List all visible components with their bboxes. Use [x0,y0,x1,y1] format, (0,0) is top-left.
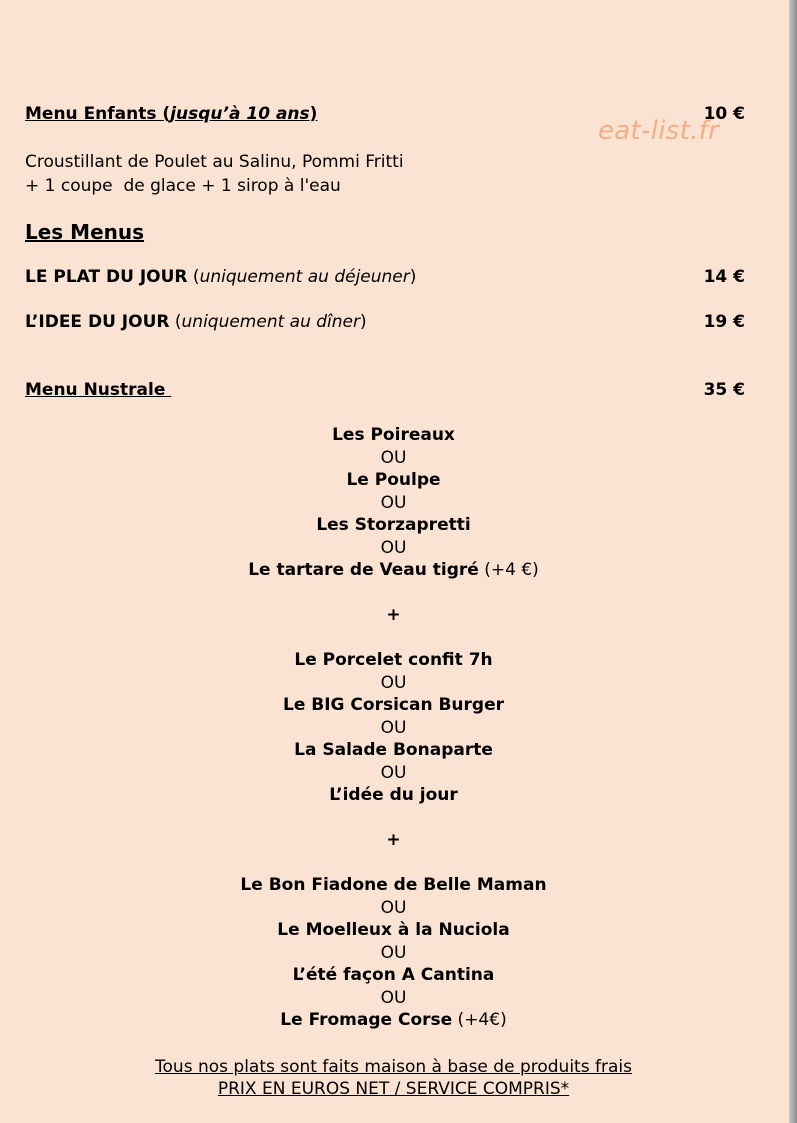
nustrale-title: Menu Nustrale [25,380,172,400]
or-separator: OU [380,987,407,1008]
dessert-supplement: (+4€) [452,1010,507,1030]
dessert-item-supplement [0,1009,787,1032]
main-item: L’idée du jour [329,785,458,805]
nustrale-row [25,380,745,400]
or-separator: OU [380,762,407,783]
footer-line-1: Tous nos plats sont faits maison à base de produits frais [155,1057,632,1077]
idee-du-jour-row [25,312,745,332]
or-separator: OU [380,942,407,963]
plat-du-jour-price: 14 € [703,267,745,287]
idee-du-jour-close: ) [360,312,367,332]
plat-du-jour-label [25,267,416,287]
dessert-item: Le Bon Fiadone de Belle Maman [240,875,547,895]
starter-item-supplement [0,559,787,582]
starter-supplement: (+4 €) [478,560,539,580]
footer-line-2: PRIX EN EUROS NET / SERVICE COMPRIS* [217,1079,570,1099]
kids-menu-line-1: Croustillant de Poulet au Salinu, Pommi Fritti [25,152,404,172]
page-edge-shadow [789,0,797,1123]
or-separator: OU [380,447,407,468]
nustrale-price: 35 € [703,380,745,400]
main-item: La Salade Bonaparte [294,740,493,760]
menus-heading: Les Menus [25,220,145,244]
plat-du-jour-row [25,267,745,287]
kids-menu-price: 10 € [703,104,745,124]
starter-item: Le tartare de Veau tigré [248,560,479,580]
main-item: Le BIG Corsican Burger [282,695,505,715]
plus-separator: + [386,604,401,625]
or-separator: OU [380,672,407,693]
or-separator: OU [380,537,407,558]
idee-du-jour-price: 19 € [703,312,745,332]
kids-menu-title [25,104,317,124]
plat-du-jour-close: ) [409,267,417,287]
plat-du-jour-name: LE PLAT DU JOUR [25,267,188,287]
idee-du-jour-label [25,312,367,332]
main-item: Le Porcelet confit 7h [294,650,493,670]
footer-notes [0,1056,787,1100]
or-separator: OU [380,897,407,918]
idee-du-jour-note: uniquement au dîner [181,312,361,332]
kids-menu-description [25,150,404,198]
kids-menu-title-close: ) [309,104,318,124]
or-separator: OU [380,717,407,738]
dessert-item: Le Moelleux à la Nuciola [277,920,510,940]
kids-menu-line-2: + 1 coupe de glace + 1 sirop à l'eau [25,176,341,196]
starter-item: Les Poireaux [332,425,455,445]
starter-item: Le Poulpe [346,470,441,490]
kids-menu-age-note: jusqu’à 10 ans [170,104,310,124]
or-separator: OU [380,492,407,513]
dessert-item: L’été façon A Cantina [292,965,495,985]
watermark-logo: eat-list.fr [598,116,720,146]
idee-du-jour-name: L’IDEE DU JOUR [25,312,170,332]
kids-menu-title-text: Menu Enfants ( [25,104,171,124]
plat-du-jour-open: ( [187,267,200,287]
starter-item: Les Storzapretti [316,515,471,535]
idee-du-jour-open: ( [169,312,182,332]
dessert-item: Le Fromage Corse [280,1010,453,1030]
plus-separator: + [386,829,401,850]
plat-du-jour-note: uniquement au déjeuner [199,267,410,287]
nustrale-choices [0,424,787,1032]
